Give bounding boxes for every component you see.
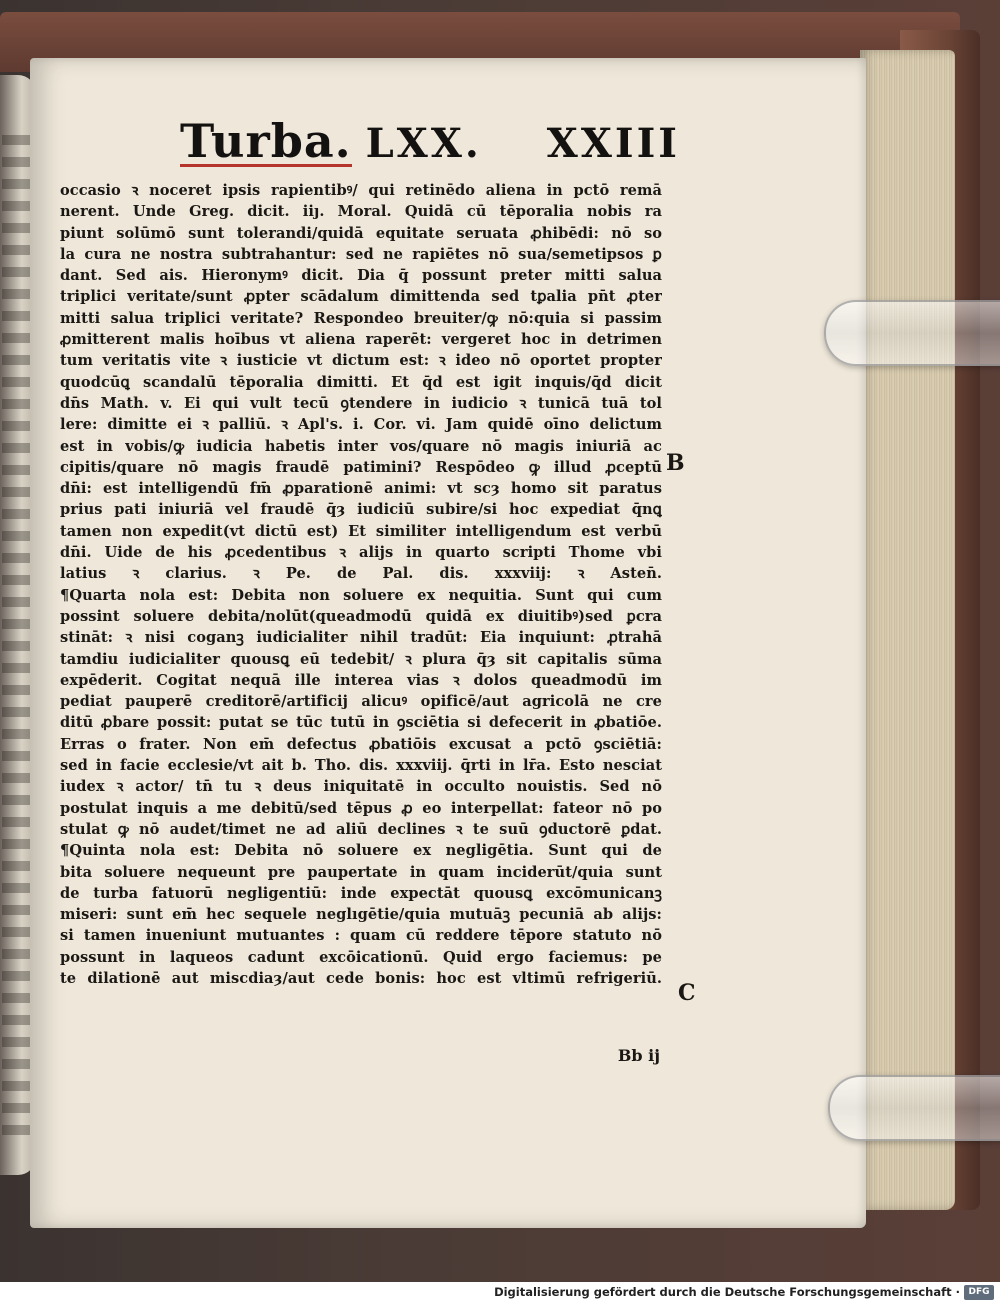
text-line: si tamen inueniunt mutuantes : quam cū reddere tēpore statuto nō — [60, 927, 662, 945]
text-line: sed in facie ecclesie/vt ait b. Tho. dis. xxxviij. q̄rti in lr̄a. Esto nesciat — [60, 757, 662, 775]
text-line: est in vobis/ꝙ iudicia habetis inter vos/quare nō magis iniuriā ac — [60, 437, 662, 455]
text-line: miseri: sunt em̄ hec sequele neglıgētie/quia mutuāꝫ pecuniā ab alijs: — [60, 906, 662, 924]
margin-letter-c: C — [678, 980, 696, 1006]
text-line: possint soluere debita/nolūt(queadmodū quidā ex diuitibꝰ)sed ꝑcra — [60, 607, 662, 625]
text-line: possunt in laqueos cadunt excōicationū. Quid ergo faciemus: pe — [60, 948, 662, 966]
text-line: ¶Quinta nola est: Debita nō soluere ex negligētia. Sunt qui de — [60, 842, 662, 860]
text-line: dant. Sed ais. Hieronymꝰ dicit. Dia q̄ possunt preter mitti salua — [60, 267, 662, 285]
text-line: lere: dimitte ei ꝛ palliū. ꝛ Apl's. i. Cor. vi. Jam quidē oīno delictum — [60, 416, 662, 434]
running-head-title: Turba. — [180, 114, 352, 168]
running-head-number: LXX. — [365, 120, 482, 167]
text-line: pediat pauperē creditorē/artificij alicuꝰ opificē/aut agricolā ne cre — [60, 693, 662, 711]
text-line: ¶Quarta nola est: Debita non soluere ex nequitia. Sunt qui cum — [60, 586, 662, 604]
text-line: triplici veritate/sunt ꝓpter scādalum dimittenda sed tꝑalia pn̄t ꝓter — [60, 288, 662, 306]
text-line: postulat inquis a me debitū/sed tēpus ꝓ eo interpellat: fateor nō po — [60, 799, 662, 817]
text-line: te dilationē aut miscdiaȝ/aut cede bonis: hoc est vltimū refrigeriū. — [60, 969, 662, 987]
text-line: nerent. Unde Greg. dicit. iiȷ. Moral. Quidā cū tēporalia nobis ra — [60, 203, 662, 221]
text-line: occasio ꝛ noceret ipsis rapientibꝰ/ qui retinēdo aliena in pctō remā — [60, 182, 662, 199]
text-line: bita soluere nequeunt pre paupertate in quam inciderūt/quia sunt — [60, 863, 662, 881]
dfg-logo: DFG — [964, 1285, 994, 1300]
signature-mark: Bb ij — [617, 1046, 660, 1065]
text-line: dn̄s Math. v. Ei qui vult tecū ꝯtendere in iudicio ꝛ tunicā tuā tol — [60, 394, 662, 412]
left-page-text-fragment — [2, 135, 32, 1135]
text-line: latius ꝛ clarius. ꝛ Pe. de Pal. dis. xxxviij: ꝛ Asten̄. — [60, 565, 662, 583]
text-line: tamdiu iudicialiter quousꝗ eū tedebit/ ꝛ plura q̄ȝ sit capitalis sūma — [60, 650, 662, 668]
text-line: ꝓmitterent malis hoībus vt aliena raperēt: vergeret hoc in detrimen — [60, 331, 662, 349]
text-line: cipitis/quare nō magis fraudē patimini? Respōdeo ꝙ illud ꝓceptū — [60, 458, 662, 476]
text-line: iudex ꝛ actor/ tn̄ tu ꝛ deus iniquitatē in occulto nouistis. Sed nō — [60, 778, 662, 796]
footer-credit: Digitalisierung gefördert durch die Deutsche Forschungsgemeinschaft · — [494, 1285, 960, 1299]
running-head — [180, 114, 680, 178]
text-line: expēderit. Cogitat nequā ille interea vias ꝛ dolos queadmodū im — [60, 671, 662, 689]
glass-clamp-top — [824, 300, 1000, 366]
text-line: Erras o frater. Non em̄ defectus ꝓbatiōis excusat a pctō ꝯsciētiā: — [60, 735, 662, 753]
text-line: ditū ꝓbare possit: putat se tūc tutū in ꝯsciētia si defecerit in ꝓbatiōe. — [60, 714, 662, 732]
text-line: de turba fatuorū negligentiū: inde expectāt quousꝗ excōmunicanꝫ — [60, 884, 662, 902]
text-line: dn̄i: est intelligendū fm̄ ꝓparationē animi: vt scȝ homo sit paratus — [60, 480, 662, 498]
margin-letter-b: B — [666, 450, 685, 476]
text-line: stulat ꝙ nō audet/timet ne ad aliū declines ꝛ te suū ꝯductorē ꝑdat. — [60, 820, 662, 838]
page-fore-edge — [860, 50, 955, 1210]
text-line: tamen non expedit(vt dictū est) Et similiter intelligendum est verbū — [60, 522, 662, 540]
text-line: mitti salua triplici veritate? Respondeo breuiter/ꝙ nō:quia si passim — [60, 309, 662, 327]
text-line: la cura ne nostra subtrahantur: sed ne rapiētes nō sua/semetipsos ꝑ — [60, 245, 662, 263]
footer-bar — [0, 1282, 1000, 1303]
text-line: tum veritatis vite ꝛ iusticie vt dictum est: ꝛ ideo nō oportet propter — [60, 352, 662, 370]
text-line: quodcūꝗ scandalū tēporalia dimitti. Et q̄d est igit inquis/q̄d dicit — [60, 373, 662, 391]
text-line: piunt solūmō sunt tolerandi/quidā equitate seruata ꝓhibēdi: nō so — [60, 224, 662, 242]
text-line: prius pati iniuriā vel fraudē q̄ȝ iudiciū subire/si hoc expediat q̄nꝗ — [60, 501, 662, 519]
folio-number: XXIII — [546, 120, 680, 167]
text-line: stināt: ꝛ nisi coganꝫ iudicialiter nihil tradūt: Eia inquiunt: ꝓtrahā — [60, 629, 662, 647]
glass-clamp-bottom — [828, 1075, 1000, 1141]
body-text — [60, 180, 662, 1050]
text-line: dn̄i. Uide de his ꝓcedentibus ꝛ alijs in quarto scripti Thome vbi — [60, 544, 662, 562]
